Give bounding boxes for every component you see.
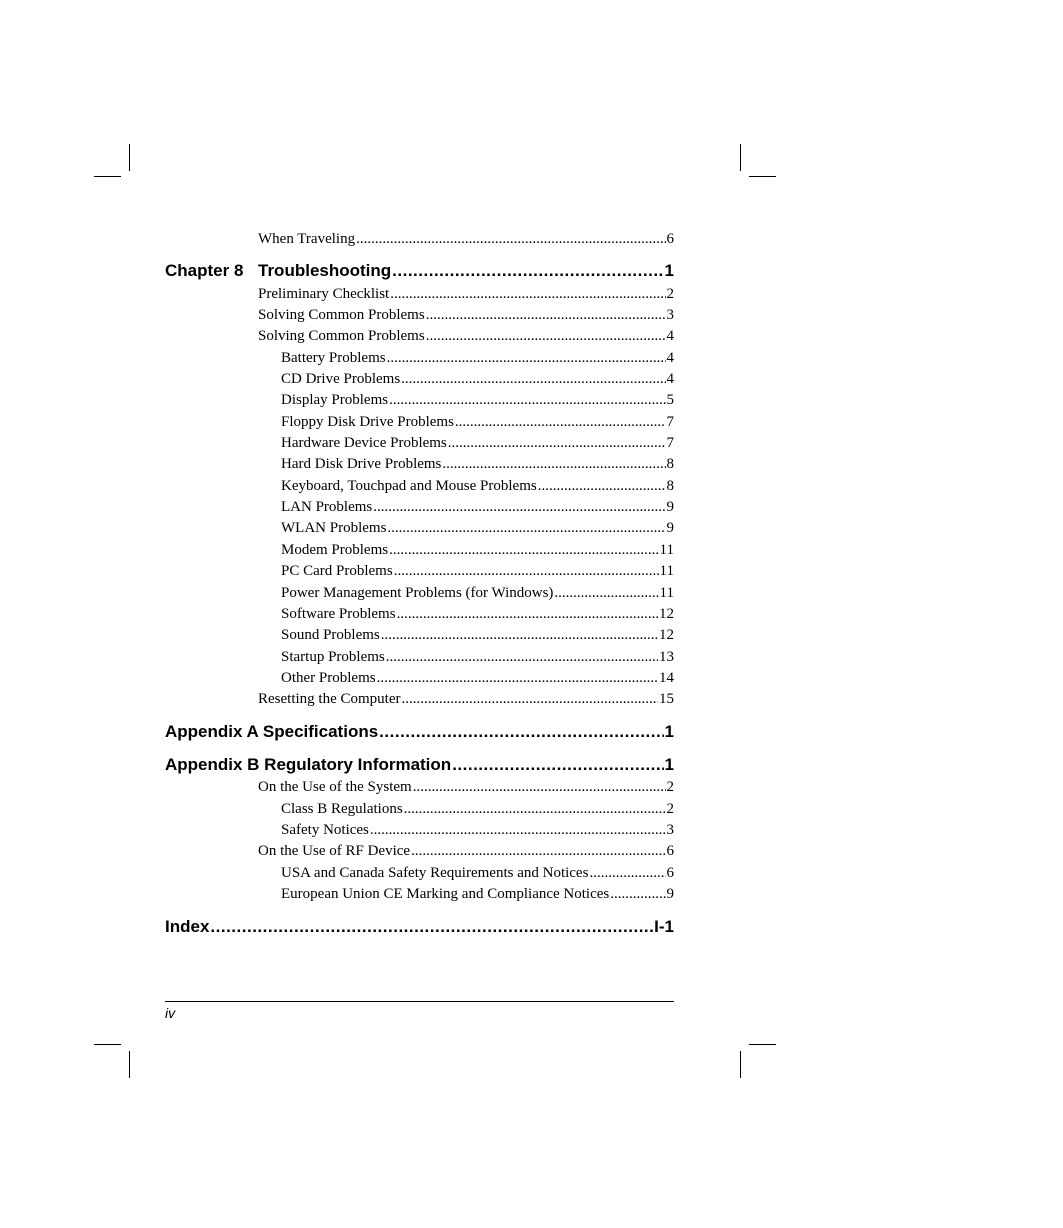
toc-entry[interactable]: Resetting the Computer ..... 15 (258, 691, 674, 708)
toc-subentry[interactable]: Floppy Disk Drive Problems ..... 7 (281, 414, 674, 431)
crop-mark-bottom-right-h (749, 1044, 776, 1045)
dot-leader (356, 231, 665, 248)
dot-leader (390, 286, 665, 303)
toc-entry[interactable]: Preliminary Checklist ..... 2 (258, 286, 674, 303)
dot-leader (387, 520, 665, 537)
toc-subentry[interactable]: Keyboard, Touchpad and Mouse Problems ..... 8 (281, 478, 674, 495)
crop-mark-bottom-left-v (129, 1051, 130, 1078)
dot-leader (210, 917, 653, 937)
toc-subentry[interactable]: USA and Canada Safety Requirements and Notices ..... 6 (281, 865, 674, 882)
footer-rule (165, 1001, 674, 1002)
toc-subentry[interactable]: Battery Problems ..... 4 (281, 350, 674, 367)
toc-entry-when-traveling[interactable]: When Traveling ..... 6 (258, 231, 674, 248)
toc-subentry[interactable]: Hard Disk Drive Problems ..... 8 (281, 456, 674, 473)
toc-subentry[interactable]: Hardware Device Problems ..... 7 (281, 435, 674, 452)
chapter-title: Troubleshooting (258, 261, 392, 280)
toc-entry[interactable]: On the Use of RF Device ..... 6 (258, 843, 674, 860)
toc-appendix-a[interactable]: Appendix A Specifications ..... 1 (165, 722, 674, 742)
toc-subentry[interactable]: PC Card Problems ..... 11 (281, 563, 674, 580)
toc-subentry[interactable]: Other Problems ..... 14 (281, 670, 674, 687)
toc-subentry[interactable]: WLAN Problems ..... 9 (281, 520, 674, 537)
toc-subentry[interactable]: CD Drive Problems ..... 4 (281, 371, 674, 388)
crop-mark-top-right-v (740, 144, 741, 171)
dot-leader (386, 649, 658, 666)
chapter-number: Chapter 8 (165, 261, 244, 280)
dot-leader (589, 865, 665, 882)
dot-leader (426, 328, 666, 345)
toc-subentry[interactable]: Sound Problems ..... 12 (281, 627, 674, 644)
crop-mark-top-left-v (129, 144, 130, 171)
toc-subentry[interactable]: Class B Regulations ..... 2 (281, 801, 674, 818)
toc-appendix-b[interactable]: Appendix B Regulatory Information ..... 1 (165, 755, 674, 775)
dot-leader (387, 350, 666, 367)
crop-mark-top-right-h (749, 176, 776, 177)
dot-leader (413, 779, 666, 796)
dot-leader (377, 670, 658, 687)
dot-leader (404, 801, 666, 818)
dot-leader (455, 414, 666, 431)
toc-subentry[interactable]: Software Problems ..... 12 (281, 606, 674, 623)
dot-leader (389, 542, 658, 559)
dot-leader (538, 478, 666, 495)
toc-subentry[interactable]: Startup Problems ..... 13 (281, 649, 674, 666)
dot-leader (381, 627, 658, 644)
dot-leader (554, 585, 658, 602)
dot-leader (389, 392, 665, 409)
dot-leader (397, 606, 658, 623)
toc-chapter-8[interactable]: Chapter 8 Troubleshooting ..... 1 (165, 261, 674, 281)
toc-subentry[interactable]: Display Problems ..... 5 (281, 392, 674, 409)
dot-leader (370, 822, 666, 839)
toc-subentry[interactable]: Power Management Problems (for Windows) ..... 11 (281, 585, 674, 602)
dot-leader (610, 886, 665, 903)
dot-leader (373, 499, 665, 516)
dot-leader (394, 563, 659, 580)
dot-leader (452, 755, 663, 775)
dot-leader (401, 371, 665, 388)
toc-index[interactable]: Index ..... I-1 (165, 917, 674, 937)
toc-subentry[interactable]: Modem Problems ..... 11 (281, 542, 674, 559)
dot-leader (401, 691, 658, 708)
crop-mark-bottom-left-h (94, 1044, 121, 1045)
dot-leader (426, 307, 666, 324)
dot-leader (411, 843, 665, 860)
crop-mark-bottom-right-v (740, 1051, 741, 1078)
toc-subentry[interactable]: European Union CE Marking and Compliance Notices ..... 9 (281, 886, 674, 903)
toc-subentry[interactable]: Safety Notices ..... 3 (281, 822, 674, 839)
toc-entry[interactable]: On the Use of the System ..... 2 (258, 779, 674, 796)
toc-subentry[interactable]: LAN Problems ..... 9 (281, 499, 674, 516)
crop-mark-top-left-h (94, 176, 121, 177)
dot-leader (379, 722, 663, 742)
toc-entry[interactable]: Solving Common Problems ..... 4 (258, 328, 674, 345)
page-number: iv (165, 1005, 176, 1021)
toc-entry[interactable]: Solving Common Problems ..... 3 (258, 307, 674, 324)
dot-leader (442, 456, 665, 473)
dot-leader (448, 435, 666, 452)
dot-leader (392, 261, 663, 281)
